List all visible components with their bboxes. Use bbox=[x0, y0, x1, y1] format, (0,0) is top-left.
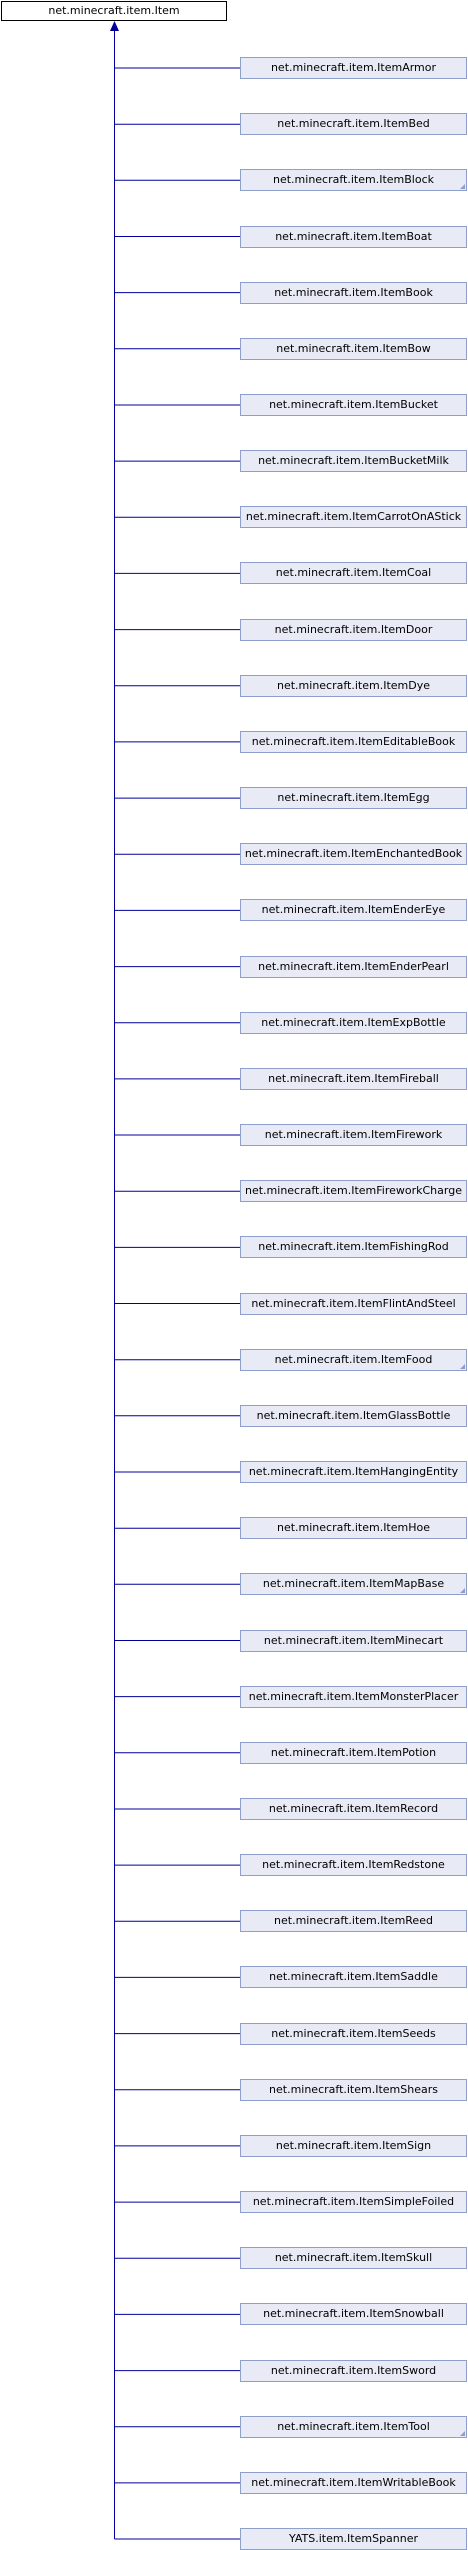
subclass-node-label: net.minecraft.item.ItemCoal bbox=[275, 566, 432, 580]
subclass-node[interactable] bbox=[240, 1966, 467, 1988]
subclass-node-label: net.minecraft.item.ItemSkull bbox=[274, 2251, 433, 2265]
subclass-node[interactable] bbox=[240, 1686, 467, 1708]
subclass-node-label: net.minecraft.item.ItemBoat bbox=[275, 229, 432, 243]
subclass-node-label: net.minecraft.item.ItemWritableBook bbox=[251, 2475, 456, 2489]
subclass-node[interactable] bbox=[240, 1236, 467, 1258]
subclass-node[interactable] bbox=[240, 2416, 467, 2438]
subclass-node[interactable] bbox=[240, 2135, 467, 2157]
subclass-node[interactable] bbox=[240, 1798, 467, 1820]
subclass-node[interactable] bbox=[240, 1180, 467, 1202]
subclass-node-label: net.minecraft.item.ItemExpBottle bbox=[261, 1015, 446, 1029]
subclass-node[interactable] bbox=[240, 2528, 467, 2550]
subclass-node-label: net.minecraft.item.ItemRecord bbox=[268, 1802, 439, 1815]
subclass-node-label: net.minecraft.item.ItemCarrotOnAStick bbox=[245, 510, 462, 524]
subclass-node-label: net.minecraft.item.ItemHangingEntity bbox=[248, 1465, 459, 1478]
subclass-node[interactable] bbox=[240, 619, 467, 641]
subclass-node-label: net.minecraft.item.ItemBucket bbox=[269, 398, 438, 411]
subclass-node[interactable] bbox=[240, 1068, 467, 1090]
subclass-node-label: net.minecraft.item.ItemPotion bbox=[270, 1745, 437, 1759]
subclass-node-label: net.minecraft.item.ItemBed bbox=[277, 117, 430, 131]
subclass-node[interactable] bbox=[240, 2247, 467, 2269]
subclass-node-label: net.minecraft.item.ItemFood bbox=[274, 1352, 433, 1366]
more-subclasses-corner-icon bbox=[460, 2431, 465, 2436]
subclass-node[interactable] bbox=[240, 562, 467, 584]
subclass-node-label: net.minecraft.item.ItemFlintAndSteel bbox=[251, 1296, 456, 1310]
subclass-node[interactable] bbox=[240, 1461, 467, 1483]
subclass-node[interactable] bbox=[240, 2472, 467, 2494]
subclass-node-label: net.minecraft.item.ItemSign bbox=[275, 2138, 432, 2152]
subclass-node-label: net.minecraft.item.ItemMonsterPlacer bbox=[248, 1689, 459, 1703]
subclass-node-label: net.minecraft.item.ItemDoor bbox=[274, 622, 433, 636]
subclass-node-label: net.minecraft.item.ItemTool bbox=[277, 2419, 430, 2433]
subclass-node[interactable] bbox=[240, 1854, 467, 1876]
subclass-node[interactable] bbox=[240, 1293, 467, 1315]
more-subclasses-corner-icon bbox=[460, 184, 465, 189]
subclass-node[interactable] bbox=[240, 1349, 467, 1371]
subclass-node[interactable] bbox=[240, 506, 467, 528]
subclass-node-label: net.minecraft.item.ItemSeeds bbox=[271, 2026, 436, 2040]
subclass-node[interactable] bbox=[240, 1910, 467, 1932]
subclass-node-label: net.minecraft.item.ItemShears bbox=[269, 2082, 438, 2096]
subclass-node[interactable] bbox=[240, 113, 467, 135]
subclass-node-label: net.minecraft.item.ItemReed bbox=[274, 1914, 433, 1928]
base-class-node[interactable]: net.minecraft.item.Item bbox=[1, 1, 227, 21]
subclass-node-label: net.minecraft.item.ItemSimpleFoiled bbox=[252, 2195, 455, 2209]
subclass-node-label: net.minecraft.item.ItemFishingRod bbox=[258, 1240, 449, 1254]
subclass-node-label: net.minecraft.item.ItemFireworkCharge bbox=[245, 1184, 462, 1198]
subclass-node-label: net.minecraft.item.ItemEnderPearl bbox=[258, 959, 449, 973]
subclass-node[interactable] bbox=[240, 2360, 467, 2382]
subclass-node[interactable] bbox=[240, 899, 467, 921]
subclass-node-label: net.minecraft.item.ItemFirework bbox=[264, 1128, 443, 1141]
subclass-node-label: net.minecraft.item.ItemEgg bbox=[277, 791, 430, 805]
subclass-node[interactable] bbox=[240, 338, 467, 360]
subclass-node[interactable] bbox=[240, 731, 467, 753]
subclass-node-label: net.minecraft.item.ItemSnowball bbox=[263, 2307, 444, 2321]
subclass-node-label: net.minecraft.item.ItemSaddle bbox=[269, 1970, 438, 1984]
subclass-node-label: net.minecraft.item.ItemMinecart bbox=[263, 1633, 444, 1647]
subclass-node[interactable] bbox=[240, 787, 467, 809]
subclass-node-label: net.minecraft.item.ItemFireball bbox=[268, 1071, 439, 1085]
subclass-node[interactable] bbox=[240, 843, 467, 865]
subclass-node[interactable] bbox=[240, 1012, 467, 1034]
subclass-node[interactable] bbox=[240, 1573, 467, 1595]
subclass-node[interactable] bbox=[240, 2191, 467, 2213]
subclass-node-label: YATS.item.ItemSpanner bbox=[288, 2532, 419, 2545]
subclass-node[interactable] bbox=[240, 1630, 467, 1652]
subclass-node-label: net.minecraft.item.ItemEnderEye bbox=[261, 903, 446, 917]
subclass-node-label: net.minecraft.item.ItemEnchantedBook bbox=[244, 847, 463, 861]
subclass-node[interactable] bbox=[240, 1124, 467, 1146]
inheritance-arrowhead-icon bbox=[110, 21, 119, 31]
subclass-node-label: net.minecraft.item.ItemBlock bbox=[273, 173, 434, 187]
subclass-node-label: net.minecraft.item.ItemGlassBottle bbox=[256, 1408, 451, 1422]
subclass-node[interactable] bbox=[240, 394, 467, 416]
subclass-node[interactable] bbox=[240, 675, 467, 697]
subclass-node[interactable] bbox=[240, 282, 467, 304]
subclass-node[interactable] bbox=[240, 1405, 467, 1427]
subclass-node[interactable] bbox=[240, 1742, 467, 1764]
subclass-node-label: net.minecraft.item.ItemMapBase bbox=[262, 1577, 445, 1591]
subclass-node-label: net.minecraft.item.ItemRedstone bbox=[262, 1858, 445, 1872]
subclass-node[interactable] bbox=[240, 57, 467, 79]
subclass-node-label: net.minecraft.item.ItemBucketMilk bbox=[258, 454, 449, 468]
subclass-node[interactable] bbox=[240, 1517, 467, 1539]
more-subclasses-corner-icon bbox=[460, 1364, 465, 1369]
subclass-node[interactable] bbox=[240, 956, 467, 978]
subclass-node[interactable] bbox=[240, 2303, 467, 2325]
subclass-node[interactable] bbox=[240, 226, 467, 248]
subclass-node[interactable] bbox=[240, 2079, 467, 2101]
subclass-node-label: net.minecraft.item.ItemEditableBook bbox=[251, 734, 456, 748]
subclass-node-label: net.minecraft.item.ItemBook bbox=[274, 285, 433, 299]
more-subclasses-corner-icon bbox=[460, 1588, 465, 1593]
subclass-node-label: net.minecraft.item.ItemBow bbox=[276, 341, 431, 355]
subclass-node[interactable] bbox=[240, 169, 467, 191]
subclass-node[interactable] bbox=[240, 450, 467, 472]
subclass-node-label: net.minecraft.item.ItemDye bbox=[277, 678, 430, 692]
subclass-node-label: net.minecraft.item.ItemHoe bbox=[276, 1521, 431, 1535]
subclass-node[interactable] bbox=[240, 2023, 467, 2045]
subclass-node-label: net.minecraft.item.ItemArmor bbox=[270, 61, 437, 74]
subclass-node-label: net.minecraft.item.ItemSword bbox=[270, 2363, 437, 2377]
